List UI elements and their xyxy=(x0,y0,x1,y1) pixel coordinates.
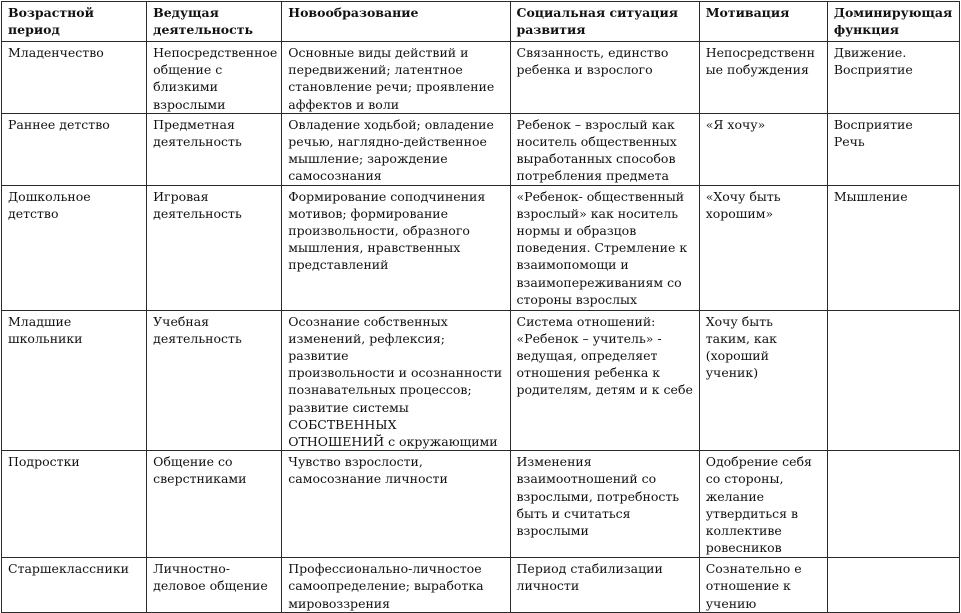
cell-social-situation: Изменения взаимоотношений со взрослыми, потребность быть и считаться взрослыми xyxy=(510,451,699,558)
cell-social-situation: Система отношений: «Ребенок – учитель» - ведущая, определяет отношения ребенка к родителям, детям и к себе xyxy=(510,310,699,451)
cell-leading-activity: Игровая деятельность xyxy=(147,185,282,310)
cell-age-period: Младшие школьники xyxy=(2,310,147,451)
cell-social-situation: Ребенок – взрослый как носитель общественных выработанных способов потребления предмета xyxy=(510,113,699,185)
cell-motivation: Хочу быть таким, как (хороший ученик) xyxy=(699,310,827,451)
cell-motivation: Одобрение себя со стороны, желание утвердиться в коллективе ровесников xyxy=(699,451,827,558)
table-row xyxy=(2,113,960,185)
cell-age-period: Дошкольное детство xyxy=(2,185,147,310)
cell-dominant-function xyxy=(827,310,959,451)
age-periods-table xyxy=(1,1,960,613)
cell-dominant-function: Мышление xyxy=(827,185,959,310)
cell-motivation: Непосредственн ые побуждения xyxy=(699,42,827,114)
cell-leading-activity: Учебная деятельность xyxy=(147,310,282,451)
cell-leading-activity: Непосредственное общение с близкими взрослыми xyxy=(147,42,282,114)
header-age-period: Возрастной период xyxy=(2,2,147,42)
cell-age-period: Младенчество xyxy=(2,42,147,114)
header-neoformation: Новообразование xyxy=(282,2,510,42)
cell-motivation: «Я хочу» xyxy=(699,113,827,185)
table-header-row xyxy=(2,2,960,42)
cell-dominant-function: Движение. Восприятие xyxy=(827,42,959,114)
cell-leading-activity: Предметная деятельность xyxy=(147,113,282,185)
cell-neoformation: Чувство взрослости, самосознание личности xyxy=(282,451,510,558)
header-dominant-function: Доминирующая функция xyxy=(827,2,959,42)
cell-social-situation: Связанность, единство ребенка и взрослого xyxy=(510,42,699,114)
cell-age-period: Старшеклассники xyxy=(2,558,147,613)
cell-age-period: Подростки xyxy=(2,451,147,558)
table-row xyxy=(2,451,960,558)
cell-motivation: Сознательно е отношение к учению xyxy=(699,558,827,613)
cell-dominant-function: Восприятие Речь xyxy=(827,113,959,185)
cell-leading-activity: Общение со сверстниками xyxy=(147,451,282,558)
cell-neoformation: Формирование соподчинения мотивов; формирование произвольности, образного мышления, нравственных представлений xyxy=(282,185,510,310)
cell-neoformation: Профессионально-личностое самоопределение; выработка мировоззрения xyxy=(282,558,510,613)
table-row xyxy=(2,558,960,613)
cell-social-situation: Период стабилизации личности xyxy=(510,558,699,613)
cell-neoformation: Осознание собственных изменений, рефлексия; развитие произвольности и осознанности познавательных процессов; развитие системы СОБСТВЕННЫХ ОТНОШЕНИЙ с окружающими xyxy=(282,310,510,451)
cell-age-period: Раннее детство xyxy=(2,113,147,185)
cell-dominant-function xyxy=(827,558,959,613)
header-leading-activity: Ведущая деятельность xyxy=(147,2,282,42)
cell-motivation: «Хочу быть хорошим» xyxy=(699,185,827,310)
cell-neoformation: Основные виды действий и передвижений; латентное становление речи; проявление аффектов и воли xyxy=(282,42,510,114)
table-row xyxy=(2,42,960,114)
header-motivation: Мотивация xyxy=(699,2,827,42)
cell-social-situation: «Ребенок- общественный взрослый» как носитель нормы и образцов поведения. Стремление к взаимопомощи и взаимопереживаниям со стороны взрослых xyxy=(510,185,699,310)
header-social-situation: Социальная ситуация развития xyxy=(510,2,699,42)
cell-dominant-function xyxy=(827,451,959,558)
cell-neoformation: Овладение ходьбой; овладение речью, наглядно-действенное мышление; зарождение самосознания xyxy=(282,113,510,185)
table-row xyxy=(2,185,960,310)
cell-leading-activity: Личностно- деловое общение xyxy=(147,558,282,613)
table-row xyxy=(2,310,960,451)
